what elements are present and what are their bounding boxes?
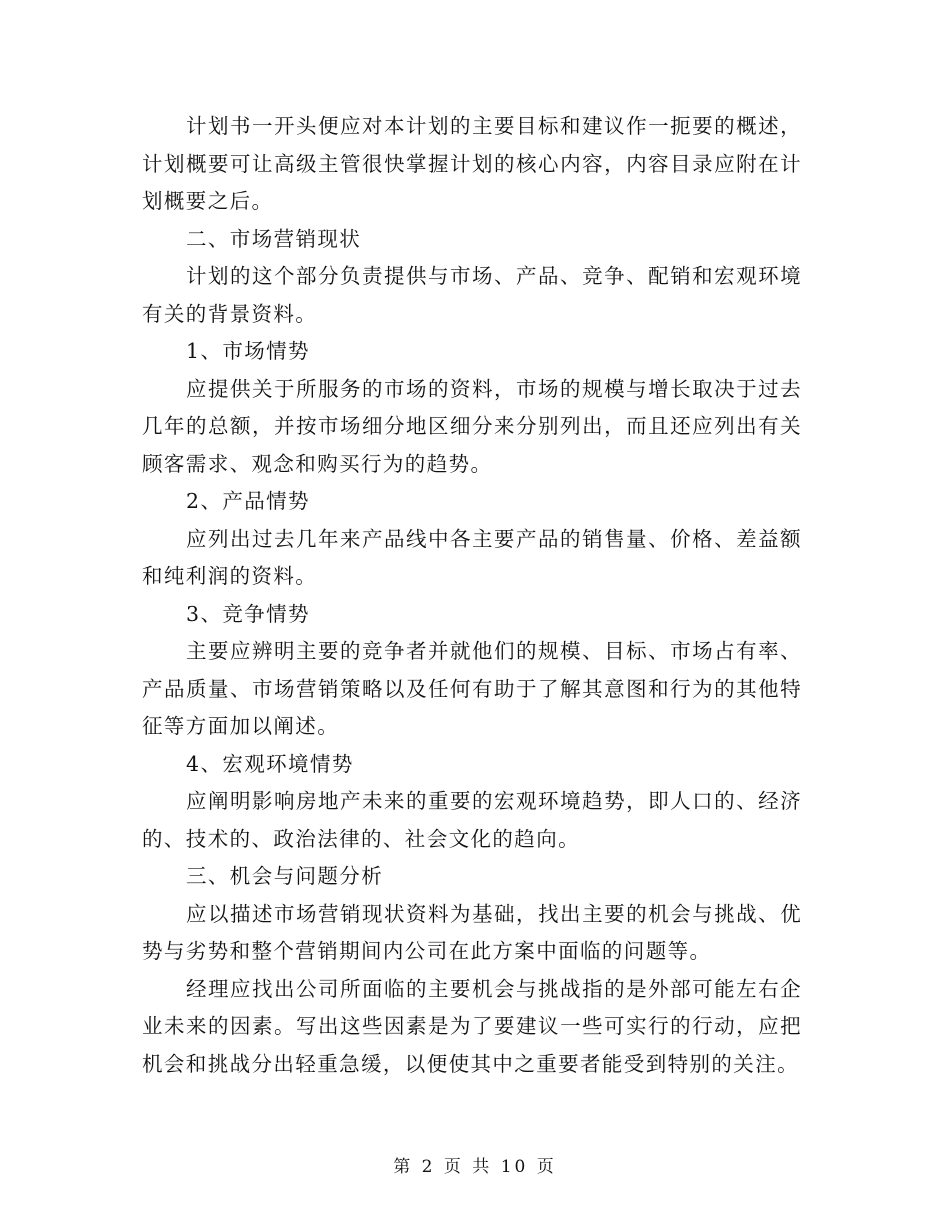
heading-market-status: 二、市场营销现状 bbox=[186, 226, 362, 251]
paragraph-product-situation: 应列出过去几年来产品线中各主要产品的销售量、价格、差益额和纯利润的资料。 bbox=[142, 526, 802, 588]
paragraph-manager-opportunities: 经理应找出公司所面临的主要机会与挑战指的是外部可能左右企业未来的因素。写出这些因素是为了要建议一些可实行的行动，应把机会和挑战分出轻重急缓，以便使其中之重要者能受到特别的关注。 bbox=[142, 976, 802, 1076]
paragraph-competition-situation: 主要应辨明主要的竞争者并就他们的规模、目标、市场占有率、产品质量、市场营销策略以及任何有助于了解其意图和行为的其他特征等方面加以阐述。 bbox=[142, 639, 802, 738]
paragraph-intro-summary: 计划书一开头便应对本计划的主要目标和建议作一扼要的概述，计划概要可让高级主管很快掌握计划的核心内容，内容目录应附在计划概要之后。 bbox=[142, 114, 802, 213]
heading-market-situation: 1、市场情势 bbox=[186, 339, 310, 363]
heading-macro-environment: 4、宏观环境情势 bbox=[186, 751, 354, 776]
paragraph-macro-environment: 应阐明影响房地产未来的重要的宏观环境趋势，即人口的、经济的、技术的、政治法律的、社会文化的趋向。 bbox=[142, 789, 802, 851]
heading-product-situation: 2、产品情势 bbox=[186, 489, 310, 513]
paragraph-opportunity-analysis: 应以描述市场营销现状资料为基础，找出主要的机会与挑战、优势与劣势和整个营销期间内公司在此方案中面临的问题等。 bbox=[142, 901, 802, 963]
document-body bbox=[142, 108, 802, 1083]
heading-opportunity-analysis: 三、机会与问题分析 bbox=[186, 864, 384, 888]
paragraph-market-situation: 应提供关于所服务的市场的资料，市场的规模与增长取决于过去几年的总额，并按市场细分地区细分来分别列出，而且还应列出有关顾客需求、观念和购买行为的趋势。 bbox=[142, 376, 802, 476]
heading-competition-situation: 3、竞争情势 bbox=[186, 601, 310, 626]
page-number-footer: 第 2 页 共 10 页 bbox=[393, 1157, 557, 1177]
paragraph-market-status: 计划的这个部分负责提供与市场、产品、竞争、配销和宏观环境有关的背景资料。 bbox=[142, 264, 802, 326]
